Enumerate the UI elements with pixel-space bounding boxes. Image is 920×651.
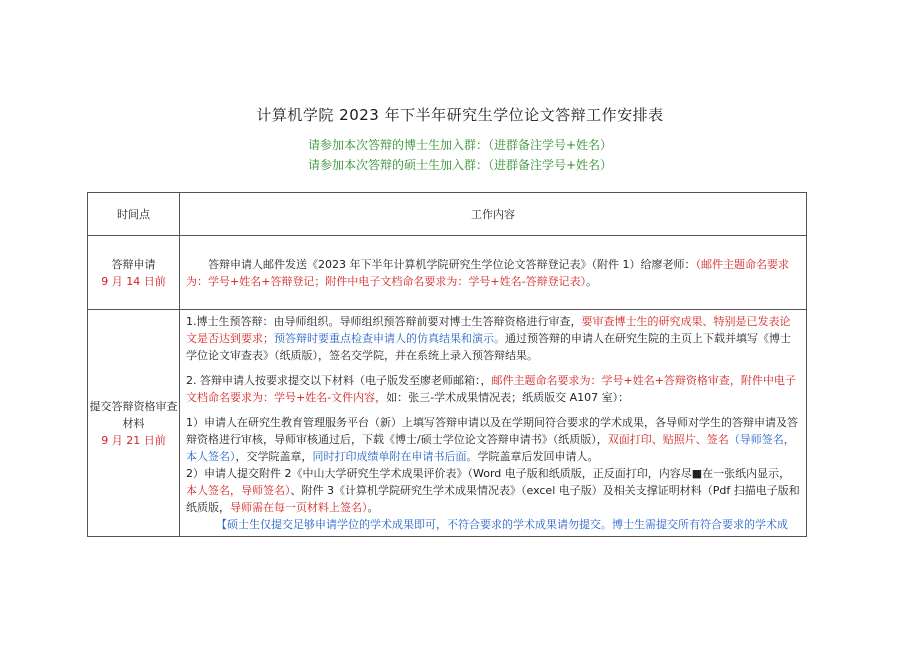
page-title: 计算机学院 2023 年下半年研究生学位论文答辩工作安排表: [256, 106, 664, 124]
header-content: 工作内容: [180, 193, 807, 236]
phd-group-notice: 请参加本次答辩的博士生加入群：（进群备注学号+姓名）: [307, 138, 613, 152]
table-row: [88, 310, 807, 537]
row2-para-4: 2）申请人提交附件 2《中山大学研究生学术成果评价表》（Word 电子版和纸质版，正反面打印，内容尽■在一张纸内显示，本人签名，导师签名）、附件 3《计算机学院研究生学术成果情况表》（excel 电子版）及相关支撑证明材料（Pdf 扫描电子版和纸质版，导师需在每一页材料上签名）。: [186, 467, 800, 514]
table-row: [88, 236, 807, 310]
row2-para-5: 【硕士生仅提交足够申请学位的学术成果即可，不符合要求的学术成果请勿提交。博士生需提交所有符合要求的学术成: [216, 518, 788, 531]
row2-time-cell: [88, 310, 180, 537]
row1-text: 答辩申请人邮件发送《2023 年下半年计算机学院研究生学位论文答辩登记表》（附件 1）给廖老师：（邮件主题命名要求为：学号+姓名+答辩登记；附件中电子文档命名要求为：学号+姓名-答辩登记表）。: [186, 257, 789, 288]
row1-content-cell: [180, 236, 807, 310]
row1-date: 9 月 14 日前: [101, 274, 166, 288]
row2-para-3: 1）申请人在研究生教育管理服务平台（新）上填写答辩申请以及在学期间符合要求的学术成果，各导师对学生的答辩申请及答辩资格进行审核，导师审核通过后，下载《博士/硕士学位论文答辩申请书》（纸质版），双面打印、贴照片、签名（导师签名，本人签名），交学院盖章，同时打印成绩单附在申请书后面。学院盖章后发回申请人。: [186, 416, 798, 463]
master-group-notice: 请参加本次答辩的硕士生加入群：（进群备注学号+姓名）: [307, 158, 613, 172]
row2-date: 9 月 21 日前: [101, 433, 166, 447]
schedule-table: [87, 192, 807, 537]
row1-time-cell: [88, 236, 180, 310]
row2-para-1: 1.博士生预答辩：由导师组织。导师组织预答辩前要对博士生答辩资格进行审查，要审查博士生的研究成果、特别是已发表论文是否达到要求；预答辩时要重点检查申请人的仿真结果和演示。通过预答辩的申请人在研究生院的主页上下载并填写《博士学位论文审查表》（纸质版），签名交学院，并在系统上录入预答辩结果。: [186, 315, 791, 362]
row2-stage: 提交答辩资格审查材料: [89, 399, 178, 430]
row2-content-cell: [180, 310, 807, 537]
table-header-row: [88, 193, 807, 236]
header-time: 时间点: [88, 193, 180, 236]
row2-para-2: 2. 答辩申请人按要求提交以下材料（电子版发至廖老师邮箱：，邮件主题命名要求为：学号+姓名+答辩资格审查，附件中电子文档命名要求为：学号+姓名-文件内容，如：张三-学术成果情况表；纸质版交 A107 室）：: [186, 374, 796, 404]
row1-stage: 答辩申请: [111, 257, 156, 271]
